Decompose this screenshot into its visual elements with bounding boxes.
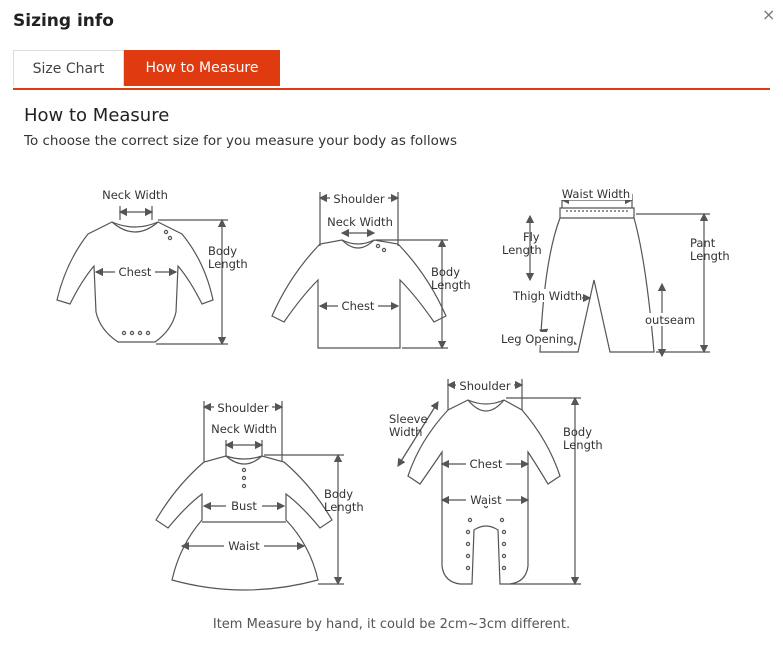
pants-leg-opening-label: Leg Opening xyxy=(501,332,574,346)
tshirt-chest-label: Chest xyxy=(341,299,375,313)
pants-fly-length-label-2: Length xyxy=(502,243,542,257)
bodysuit-outline xyxy=(57,222,213,342)
dialog-title: Sizing info xyxy=(13,11,114,31)
dress-neck-width-label: Neck Width xyxy=(211,422,277,436)
bodysuit-neck-width-label: Neck Width xyxy=(102,188,168,202)
dress-body-length-label-2: Length xyxy=(324,500,364,514)
dress-body-length-label-1: Body xyxy=(324,487,354,501)
pants-pant-length-label-1: Pant xyxy=(690,236,716,250)
tab-how-to-measure[interactable]: How to Measure xyxy=(124,50,280,86)
romper-body-length-label-1: Body xyxy=(563,425,593,439)
bodysuit-chest-label: Chest xyxy=(118,265,152,279)
romper-shoulder-label: Shoulder xyxy=(459,379,511,393)
romper-outline xyxy=(408,400,560,584)
romper-diagram xyxy=(398,379,581,584)
romper-sleeve-width-label-2: Width xyxy=(389,425,423,439)
romper-chest-label: Chest xyxy=(469,457,503,471)
romper-sleeve-width-label-1: Sleeve xyxy=(389,412,428,426)
dress-bust-label: Bust xyxy=(231,499,257,513)
tshirt-body-length-label-2: Length xyxy=(431,278,471,292)
section-heading: How to Measure xyxy=(24,105,170,126)
dress-shoulder-label: Shoulder xyxy=(217,401,269,415)
romper-waist-label: Waist xyxy=(470,493,502,507)
pants-thigh-width-label: Thigh Width xyxy=(513,289,583,303)
romper-body-length-label-2: Length xyxy=(563,438,603,452)
tshirt-neck-width-label: Neck Width xyxy=(327,215,393,229)
section-subheading: To choose the correct size for you measure your body as follows xyxy=(24,133,457,149)
bodysuit-body-length-label-2: Length xyxy=(208,257,248,271)
pants-outseam-label: outseam xyxy=(645,313,696,327)
measurement-note: Item Measure by hand, it could be 2cm~3cm different. xyxy=(212,617,571,632)
tab-size-chart[interactable]: Size Chart xyxy=(13,50,124,86)
pants-pant-length-label-2: Length xyxy=(690,249,730,263)
tshirt-shoulder-label: Shoulder xyxy=(333,192,385,206)
bodysuit-body-length-label-1: Body xyxy=(208,244,238,258)
tshirt-body-length-label-1: Body xyxy=(431,265,461,279)
close-icon[interactable]: × xyxy=(762,5,776,24)
pants-fly-length-label-1: Fly xyxy=(523,230,540,244)
dress-waist-label: Waist xyxy=(228,539,260,553)
tshirt-outline xyxy=(272,240,446,348)
pants-waist-width-label: Waist Width xyxy=(561,187,631,201)
pants-outline xyxy=(540,208,654,352)
